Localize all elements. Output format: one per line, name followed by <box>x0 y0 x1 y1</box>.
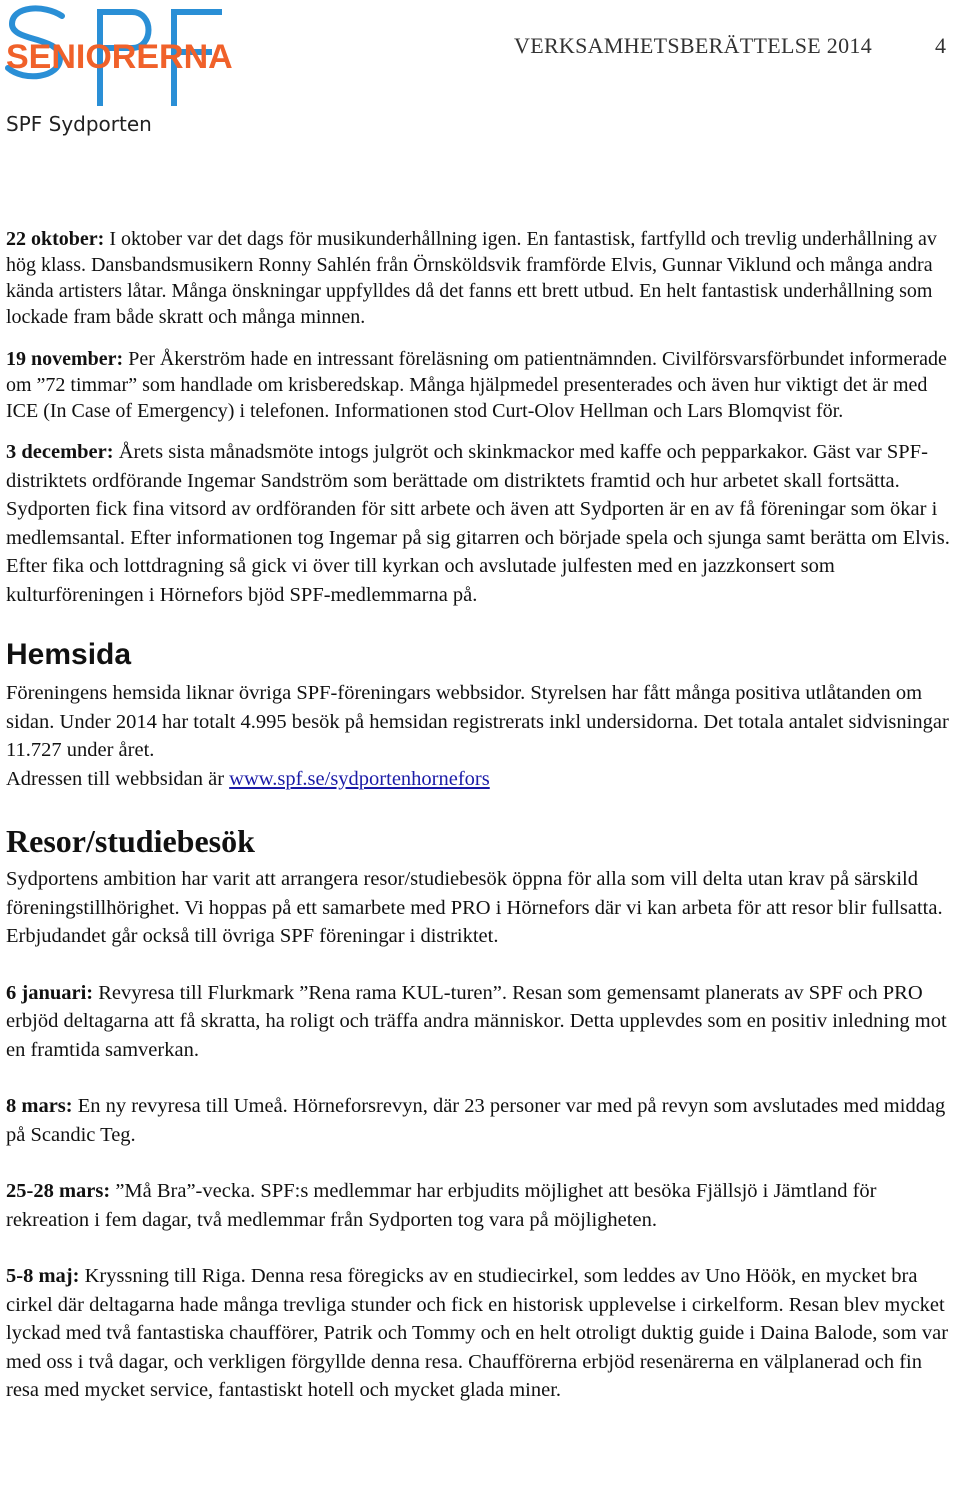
page-content <box>6 226 958 1405</box>
paragraph-december <box>6 438 958 609</box>
paragraph-text: Årets sista månadsmöte intogs julgröt och skinkmackor med kaffe och pepparkakor. Gäst var SPF-distriktets ordförande Ingemar Sandström som berättade om distriktets framtid och hur arbetet skall fortsätta. Sydporten fick fina vitsord av ordföranden för sitt arbete och även att Sydporten är en av få föreningar som ökar i medlemsantal. Efter informationen tog Ingemar på sig gitarren och började spela och sjunga samt berätta om Elvis. Efter fika och lottdragning så gick vi över till kyrkan och avslutade julfesten med en jazzkonsert som kulturföreningen i Hörnefors bjöd SPF-medlemmarna på. <box>6 441 950 606</box>
paragraph-text: ”Må Bra”-vecka. SPF:s medlemmar har erbjudits möjlighet att besöka Fjällsjö i Jämtland för rekreation i fem dagar, två medlemmar från Sydporten tog vara på möjligheten. <box>6 1180 877 1231</box>
trip-item <box>6 1262 958 1405</box>
date-label: 5-8 maj: <box>6 1265 80 1287</box>
trip-item <box>6 1177 958 1234</box>
date-label: 19 november: <box>6 348 124 370</box>
hemsida-address <box>6 765 958 794</box>
date-label: 8 mars: <box>6 1095 73 1117</box>
paragraph-text: Kryssning till Riga. Denna resa föregicks av en studiecirkel, som leddes av Uno Höök, en mycket bra cirkel där deltagarna hade många trevliga stunder och fick en historisk upplevelse i cirkelform. Resan blev mycket lyckad med två fantastiska chaufförer, Patrik och Tommy och en helt otroligt duktig guide i Daina Balode, som var med oss i två dagar, och verkligen förgyllde denna resa. Chaufförerna erbjöd resenärerna en välplanerad och fin resa med mycket service, fantastiskt hotell och mycket glada miner. <box>6 1265 949 1401</box>
paragraph-text: Per Åkerström hade en intressant föreläsning om patientnämnden. Civilförsvarsförbundet informerade om ”72 timmar” som handlade om krisberedskap. Många hjälpmedel presenterades och även hur viktigt det är med ICE (In Case of Emergency) i telefonen. Informationen stod Curt-Olov Hellman och Lars Blomqvist för. <box>6 348 947 422</box>
hemsida-text: Föreningens hemsida liknar övriga SPF-föreningars webbsidor. Styrelsen har fått många positiva utlåtanden om sidan. Under 2014 har totalt 4.995 besök på hemsidan registrerats inkl undersidorna. Det totala antalet sidvisningar 11.727 under året. <box>6 682 949 761</box>
paragraph-november <box>6 346 958 424</box>
trip-item <box>6 979 958 1065</box>
page-header <box>0 0 960 150</box>
date-label: 25-28 mars: <box>6 1180 111 1202</box>
spf-seniorerna-logo <box>4 2 266 112</box>
paragraph-text: Revyresa till Flurkmark ”Rena rama KUL-turen”. Resan som gemensamt planerats av SPF och PRO erbjöd deltagarna att få skratta, ha roligt och träffa andra människor. Detta upplevdes som en positiv inledning mot en framtida samverkan. <box>6 981 947 1061</box>
website-link[interactable]: www.spf.se/sydportenhornefors <box>229 767 490 790</box>
date-label: 22 oktober: <box>6 228 105 250</box>
paragraph-oktober <box>6 226 958 330</box>
address-prefix: Adressen till webbsidan är <box>6 767 230 790</box>
page-number: 4 <box>935 33 946 58</box>
paragraph-text: En ny revyresa till Umeå. Hörneforsrevyn, där 23 personer var med på revyn som avslutades med middag på Scandic Teg. <box>6 1095 946 1146</box>
resor-intro: Sydportens ambition har varit att arrangera resor/studiebesök öppna för alla som vill delta utan krav på särskild föreningstillhörighet. Vi hoppas på ett samarbete med PRO i Hörnefors där vi kan arbeta för att resor blir fullsatta. Erbjudandet går också till övriga SPF föreningar i distriktet. <box>6 868 943 947</box>
date-label: 6 januari: <box>6 981 94 1004</box>
logo-subtitle: SPF Sydporten <box>6 112 152 136</box>
date-label: 3 december: <box>6 441 114 463</box>
section-heading-hemsida: Hemsida <box>6 638 132 671</box>
trip-item <box>6 1092 958 1149</box>
paragraph-text: I oktober var det dags för musikunderhållning igen. En fantastisk, fartfylld och trevlig underhållning av hög klass. Dansbandsmusikern Ronny Sahlén från Örnsköldsvik framförde Elvis, Gunnar Viklund och många andra kända artisters låtar. Många önskningar uppfylldes då det fanns ett brett utbud. En helt fantastisk underhållning som lockade fram både skratt och många minnen. <box>6 228 937 328</box>
document-title: VERKSAMHETSBERÄTTELSE 2014 <box>514 33 872 58</box>
logo-wordmark: SENIORERNA <box>6 38 233 76</box>
section-heading-resor: Resor/studiebesök <box>6 823 255 859</box>
